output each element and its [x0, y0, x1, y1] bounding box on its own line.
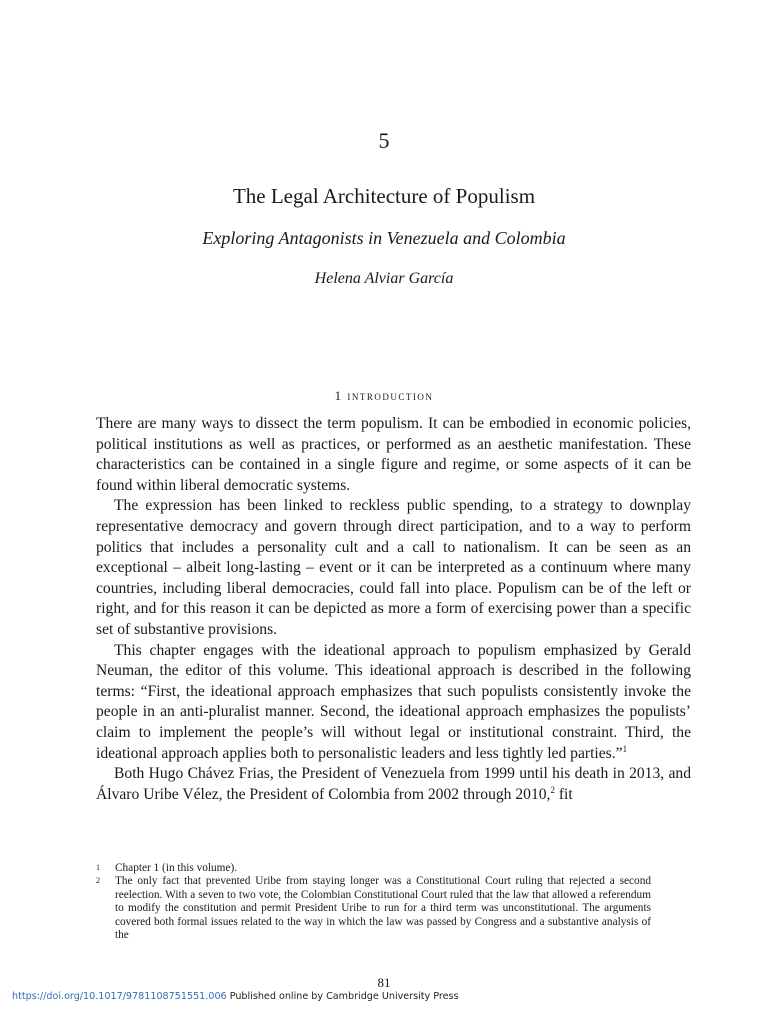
paragraph-2: The expression has been linked to reckless public spending, to a strategy to downplay representative democracy and govern through direct participation, and to a way to perform politics that includes a personality cult and a call to nationalism. It can be seen as an exceptional – albeit long-lasting – event or it can be interpreted as a continuum where many countries, including liberal democracies, could fall into place. Populism can be of the left or right, and for this reason it can be depicted as more a form of exercising power than a specific set of substantive provisions. [96, 497, 691, 638]
footnote-1-text: Chapter 1 (in this volume). [115, 862, 238, 874]
footnote-2-mark: 2 [96, 876, 100, 886]
footnote-ref-1[interactable]: 1 [622, 743, 628, 754]
paragraph-4-text: Both Hugo Chávez Frias, the President of Venezuela from 1999 until his death in 2013, and Álvaro Uribe Vélez, the President of Colombia from 2002 through 2010, [96, 765, 691, 803]
footnote-1-mark: 1 [96, 863, 100, 872]
body-text [96, 414, 691, 805]
chapter-subtitle: Exploring Antagonists in Venezuela and Colombia [202, 228, 566, 248]
paragraph-4-tail: fit [554, 785, 573, 803]
chapter-title: The Legal Architecture of Populism [232, 184, 536, 208]
paragraph-4 [96, 764, 691, 805]
chapter-author: Helena Alviar García [314, 270, 454, 287]
paragraph-3 [96, 641, 691, 765]
chapter-number: 5 [378, 128, 390, 153]
footnote-1 [96, 862, 651, 875]
doi-footer [12, 991, 459, 1002]
paragraph-1: There are many ways to dissect the term populism. It can be embodied in economic policies, political institutions as well as practices, or performed as an aesthetic manifestation. These characteristics can be contained in a single figure and regime, or some aspects of it can be found within liberal democratic systems. [96, 415, 691, 494]
page-number: 81 [377, 975, 391, 990]
footnote-2 [96, 875, 651, 942]
doi-link[interactable]: https://doi.org/10.1017/9781108751551.006 [12, 991, 227, 1002]
section-heading: 1 introduction [334, 388, 434, 403]
footnotes [96, 862, 651, 942]
paragraph-3-text: This chapter engages with the ideational approach to populism emphasized by Gerald Neuman, the editor of this volume. This ideational approach is described in the following terms: “First, the ideational approach emphasizes that such populists consistently invoke the people in an anti-pluralist manner. Second, the ideational approach emphasizes the populists’ claim to implement the people’s will without legal or institutional constraint. Third, the ideational approach applies both to personalistic leaders and less tightly led parties.” [96, 641, 691, 762]
published-online-text: Published online by Cambridge University Press [229, 991, 459, 1002]
footnote-2-text: The only fact that prevented Uribe from staying longer was a Constitutional Court ruling that rejected a second reelection. With a seven to two vote, the Colombian Constitutional Court ruled that the law that allowed a referendum to modify the constitution and permit President Uribe to run for a third term was unconstitutional. The arguments covered both formal issues related to the way in which the law was passed by Congress and a substantive analysis of the [115, 875, 651, 942]
footnote-ref-2[interactable]: 2 [550, 784, 555, 795]
